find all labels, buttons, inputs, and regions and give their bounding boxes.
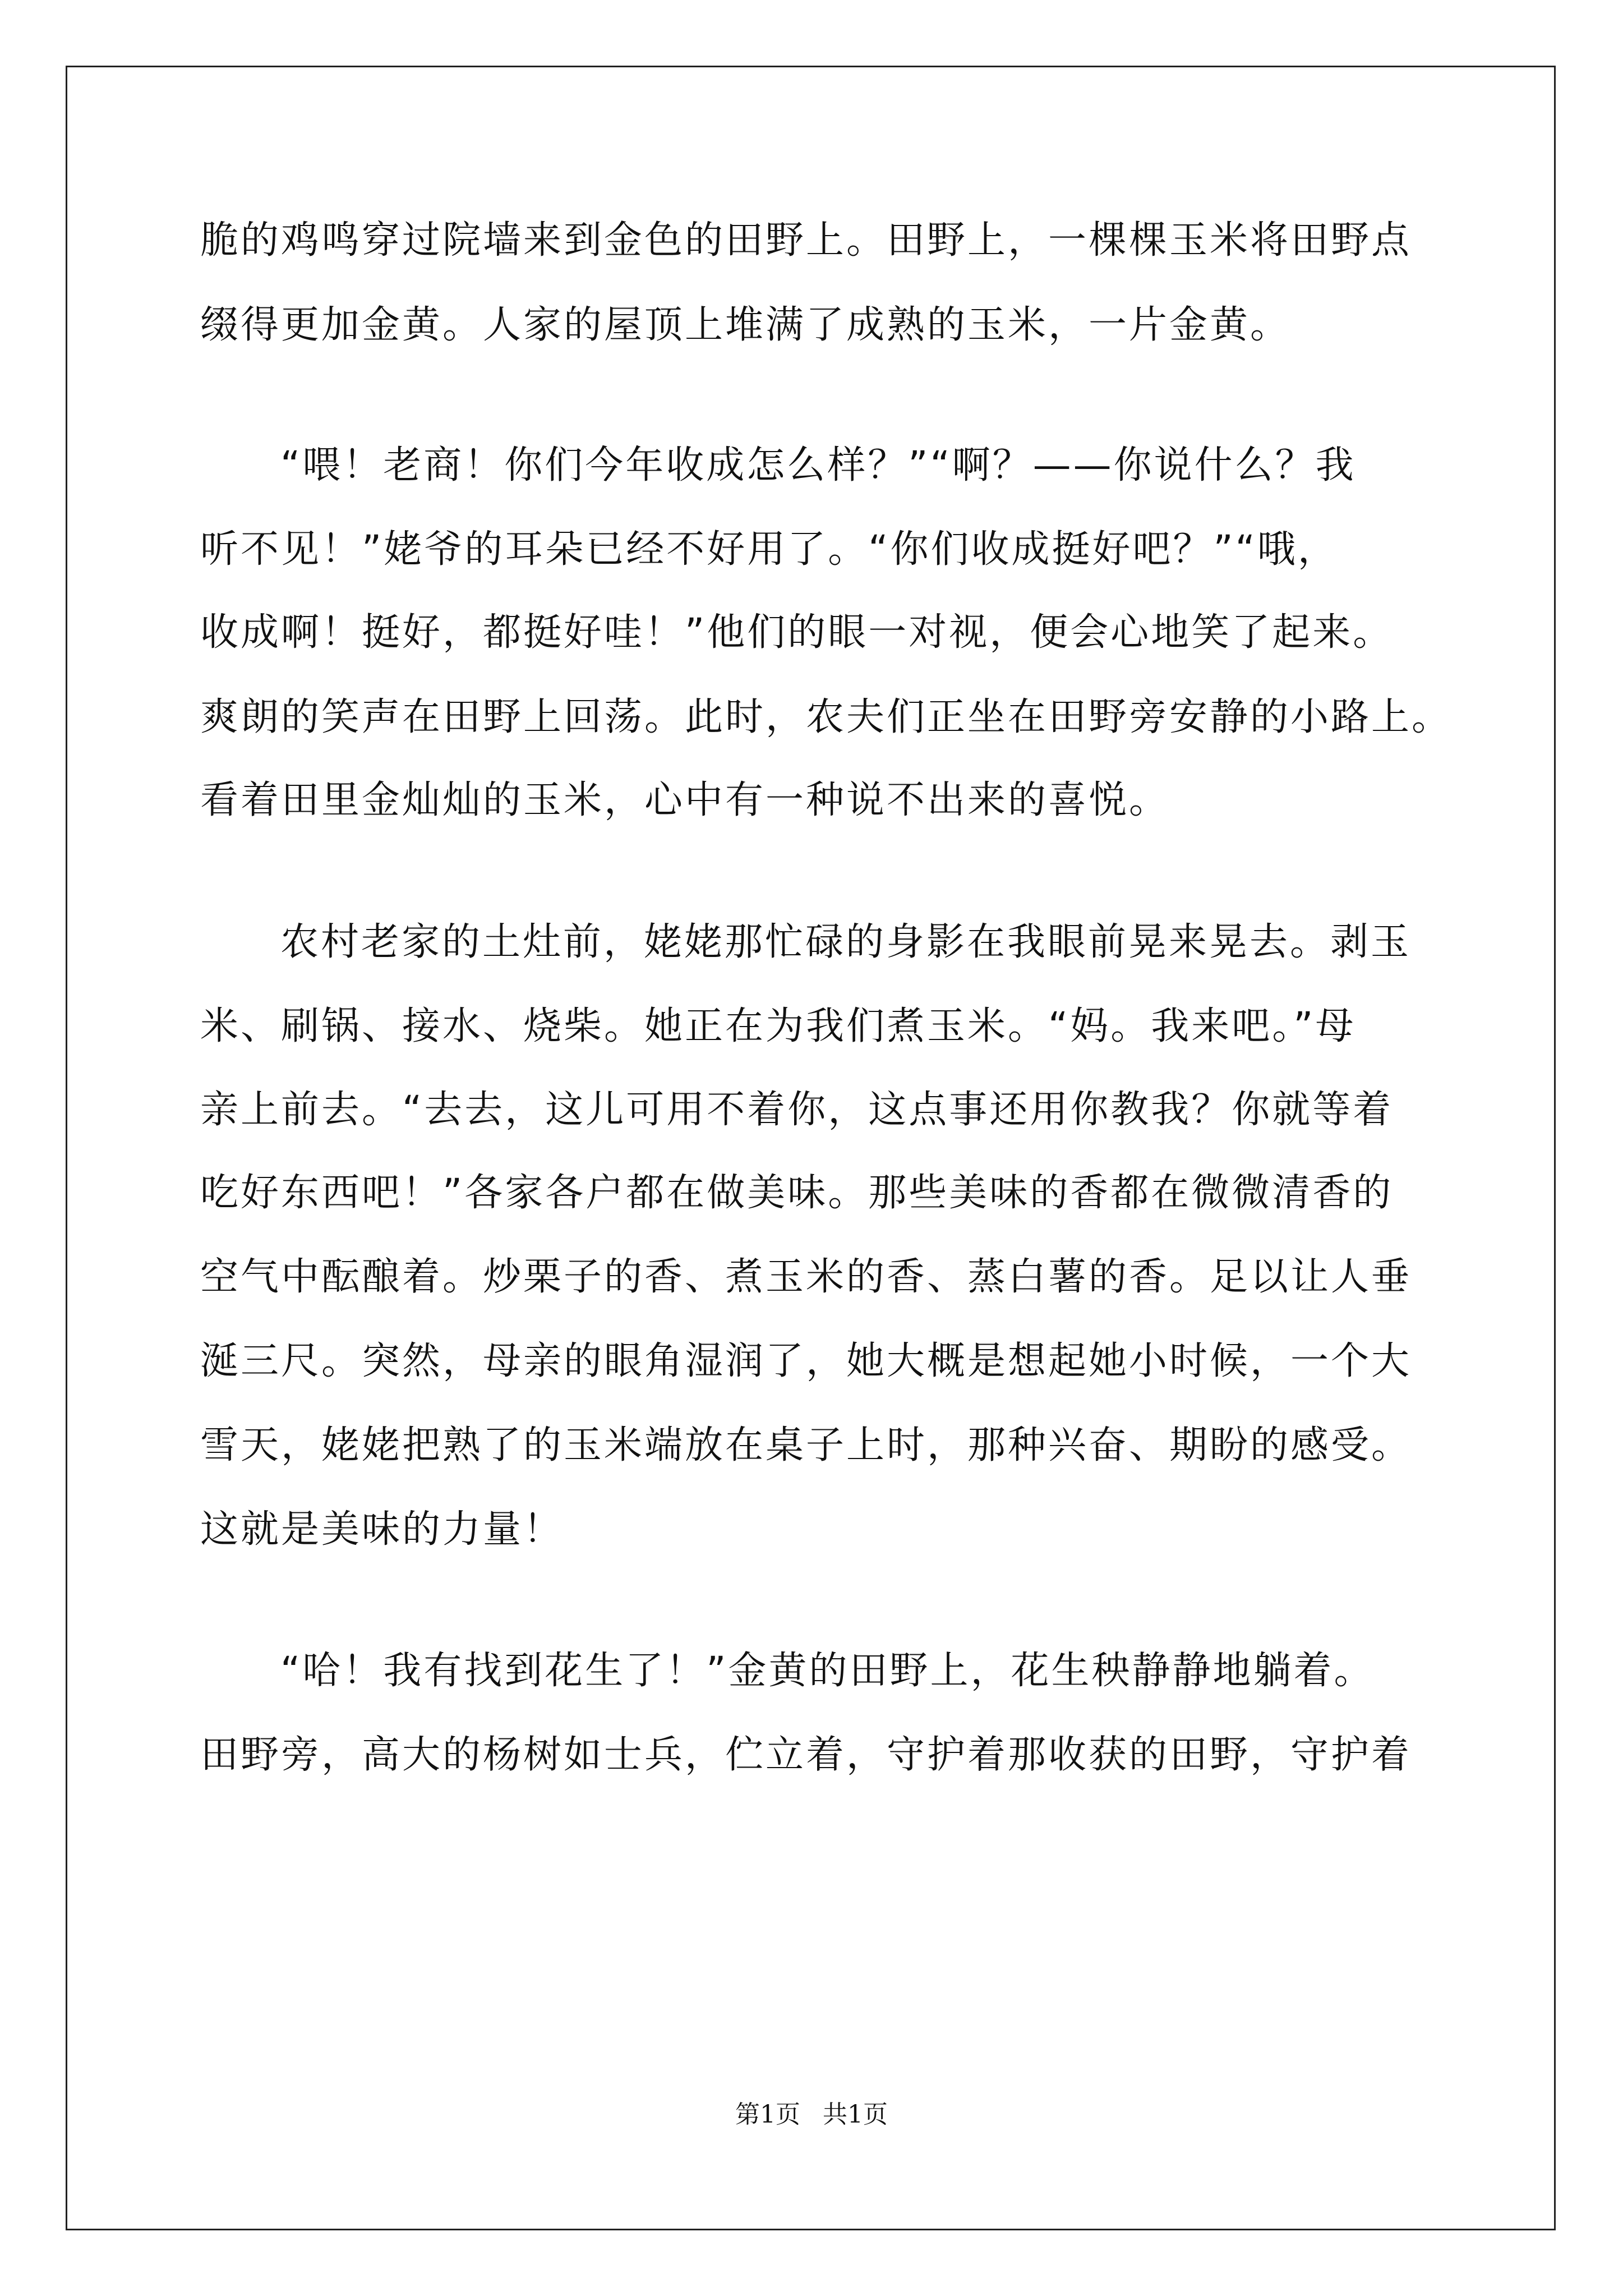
- text-line: 雪天，姥姥把熟了的玉米端放在桌子上时，那种兴奋、期盼的感受。: [200, 1423, 1412, 1467]
- text-line: 收成啊！挺好，都挺好哇！”他们的眼一对视，便会心地笑了起来。: [200, 610, 1394, 655]
- text-line: 米、刷锅、接水、烧柴。她正在为我们煮玉米。“妈。我来吧。”母: [200, 1004, 1356, 1048]
- text-line: 听不见！”姥爷的耳朵已经不好用了。“你们收成挺好吧？”“哦，: [200, 527, 1338, 572]
- text-line: 看着田里金灿灿的玉米，心中有一种说不出来的喜悦。: [200, 778, 1170, 822]
- text-line: 亲上前去。“去去，这儿可用不着你，这点事还用你教我？你就等着: [200, 1088, 1394, 1132]
- text-line: 这就是美味的力量！: [200, 1507, 564, 1552]
- paragraph-start-line: 农村老家的土灶前，姥姥那忙碌的身影在我眼前晃来晃去。剥玉: [280, 920, 1412, 964]
- text-line: 涎三尺。突然，母亲的眼角湿润了，她大概是想起她小时候，一个大: [200, 1339, 1412, 1383]
- text-line: 爽朗的笑声在田野上回荡。此时，农夫们正坐在田野旁安静的小路上。: [200, 695, 1453, 739]
- text-line: 吃好东西吧！”各家各户都在做美味。那些美味的香都在微微清香的: [200, 1171, 1394, 1215]
- page-border: [66, 66, 1556, 2230]
- text-line: 脆的鸡鸣穿过院墙来到金色的田野上。田野上，一棵棵玉米将田野点: [200, 218, 1412, 263]
- total-pages: 共1页: [823, 2100, 888, 2129]
- page-footer: [0, 2102, 1623, 2127]
- page-number: 第1页: [735, 2100, 800, 2129]
- paragraph-start-line: “喂！老商！你们今年收成怎么样？”“啊？——你说什么？我: [280, 443, 1356, 487]
- paragraph-start-line: “哈！我有找到花生了！”金黄的田野上，花生秧静静地躺着。: [280, 1649, 1375, 1693]
- text-line: 田野旁，高大的杨树如士兵，伫立着，守护着那收获的田野，守护着: [200, 1733, 1412, 1777]
- text-line: 缀得更加金黄。人家的屋顶上堆满了成熟的玉米，一片金黄。: [200, 303, 1291, 347]
- text-line: 空气中酝酿着。炒栗子的香、煮玉米的香、蒸白薯的香。足以让人垂: [200, 1255, 1412, 1299]
